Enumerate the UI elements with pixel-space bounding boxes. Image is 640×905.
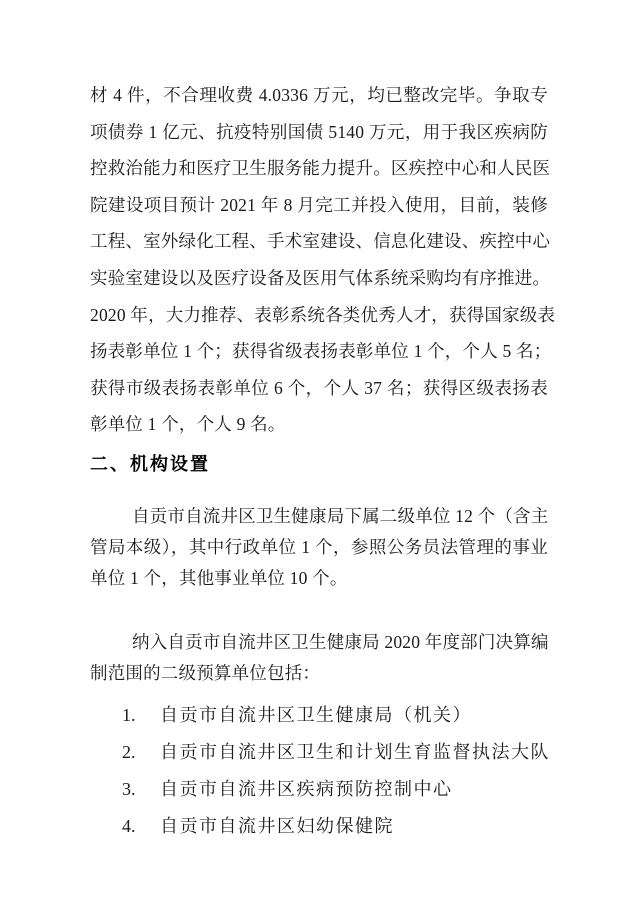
text-line: 院建设项目预计 2021 年 8 月完工并投入使用，目前，装修 <box>90 194 548 215</box>
text-line: 获得市级表扬表彰单位 6 个，个人 37 名；获得区级表扬表 <box>90 377 548 398</box>
text-line: 单位 1 个，其他事业单位 10 个。 <box>90 567 348 588</box>
text-line: 管局本级），其中行政单位 1 个，参照公务员法管理的事业 <box>90 536 548 557</box>
paragraph-subordinate-units <box>90 501 548 594</box>
list-item-number: 1. <box>122 704 136 725</box>
list-item-text: 自贡市自流井区疾病预防控制中心 <box>160 778 453 799</box>
list-item-unit-4 <box>122 815 548 837</box>
text-line: 制范围的二级预算单位包括： <box>90 662 321 683</box>
list-item-text: 自贡市自流井区妇幼保健院 <box>160 815 394 836</box>
text-line: 自贡市自流井区卫生健康局下属二级单位 12 个（含主 <box>132 505 549 526</box>
list-item-unit-3 <box>122 778 548 800</box>
text-line: 纳入自贡市自流井区卫生健康局 2020 年度部门决算编 <box>132 631 549 652</box>
list-item-number: 2. <box>122 741 136 762</box>
list-item-unit-2 <box>122 741 548 763</box>
paragraph-budget-scope <box>90 627 548 689</box>
text-line: 项债券 1 亿元、抗疫特别国债 5140 万元，用于我区疾病防 <box>90 121 548 142</box>
list-item-text: 自贡市自流井区卫生和计划生育监督执法大队 <box>160 741 550 762</box>
text-line: 实验室建设以及医疗设备及医用气体系统采购均有序推进。 <box>90 267 551 288</box>
text-line: 工程、室外绿化工程、手术室建设、信息化建设、疾控中心 <box>90 231 551 252</box>
list-item-number: 3. <box>122 778 136 799</box>
text-line: 材 4 件，不合理收费 4.0336 万元，均已整改完毕。争取专 <box>90 85 548 105</box>
text-line: 扬表彰单位 1 个；获得省级表扬表彰单位 1 个，个人 5 名； <box>90 341 552 362</box>
text-line: 彰单位 1 个，个人 9 名。 <box>90 414 286 435</box>
text-line: 控救治能力和医疗卫生服务能力提升。区疾控中心和人民医 <box>90 158 551 179</box>
list-item-number: 4. <box>122 815 136 836</box>
list-item-text: 自贡市自流井区卫生健康局（机关） <box>160 704 472 725</box>
budget-unit-list <box>90 704 548 837</box>
text-line: 2020 年，大力推荐、表彰系统各类优秀人才，获得国家级表 <box>90 304 556 325</box>
paragraph-audit-awards <box>90 77 556 443</box>
section-heading-organization: 二、机构设置 <box>90 453 210 474</box>
list-item-unit-1 <box>122 704 548 726</box>
